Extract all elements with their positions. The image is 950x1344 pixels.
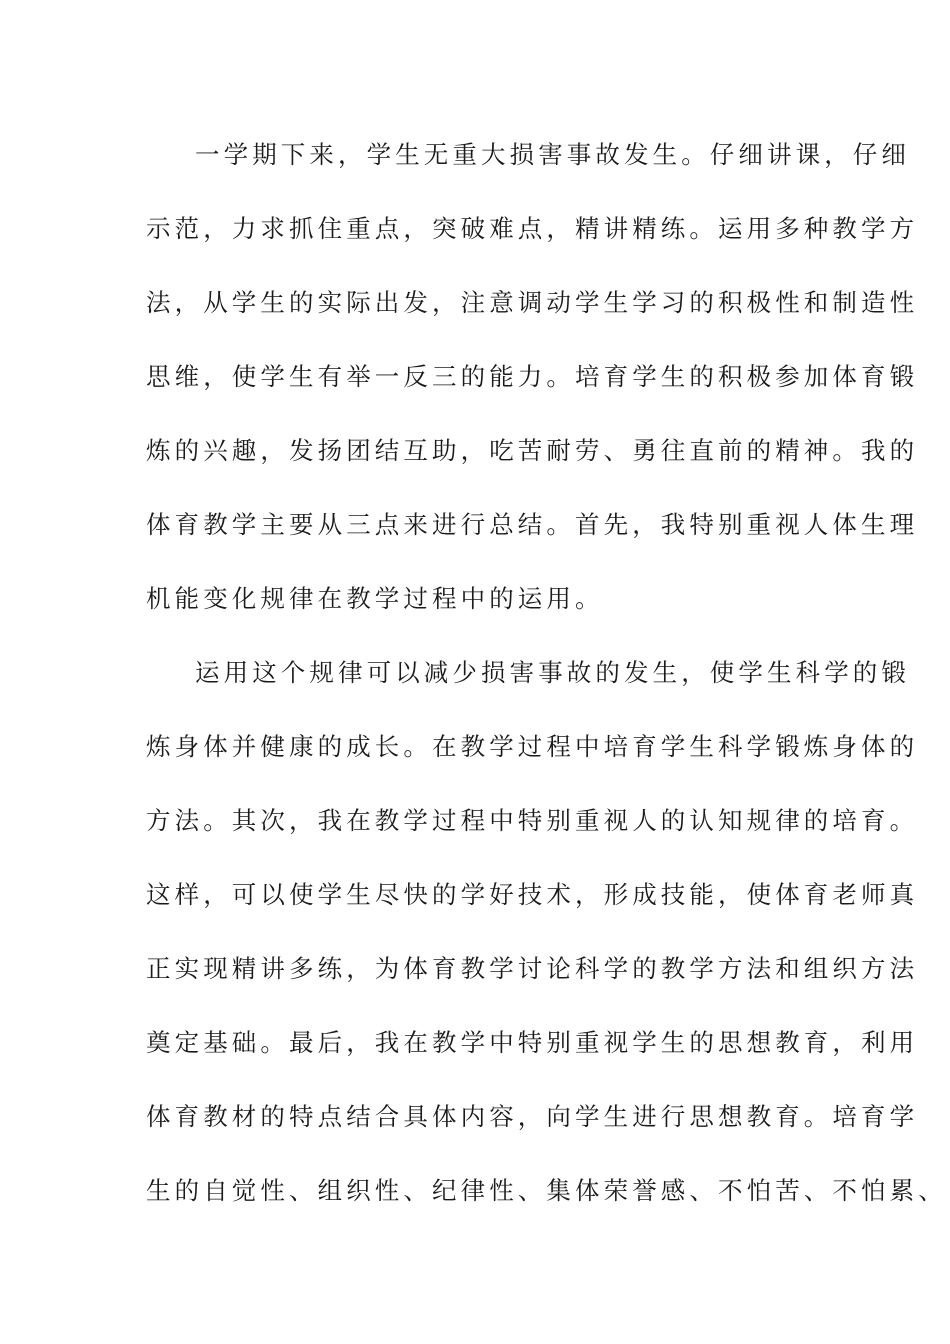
text-line: 体育教学主要从三点来进行总结。首先，我特别重视人体生理: [146, 510, 919, 539]
text-line: 正实现精讲多练，为体育教学讨论科学的教学方法和组织方法: [146, 954, 919, 983]
text-line: 一学期下来，学生无重大损害事故发生。仔细讲课，仔细: [195, 140, 910, 169]
text-line: 炼身体并健康的成长。在教学过程中培育学生科学锻炼身体的: [146, 732, 919, 761]
text-line: 奠定基础。最后，我在教学中特别重视学生的思想教育，利用: [146, 1028, 919, 1057]
paragraph-1: [146, 118, 919, 636]
document-body: [146, 118, 947, 1228]
text-line: 思维，使学生有举一反三的能力。培育学生的积极参加体育锻: [146, 362, 919, 391]
text-line: 方法。其次，我在教学过程中特别重视人的认知规律的培育。: [146, 806, 919, 835]
paragraph-2: [146, 636, 947, 1228]
text-line: 机能变化规律在教学过程中的运用。: [146, 584, 604, 613]
text-line: 法，从学生的实际出发，注意调动学生学习的积极性和制造性: [146, 288, 919, 317]
text-line: 体育教材的特点结合具体内容，向学生进行思想教育。培育学: [146, 1102, 919, 1131]
text-line: 运用这个规律可以减少损害事故的发生，使学生科学的锻: [195, 658, 910, 687]
text-line: 生的自觉性、组织性、纪律性、集体荣誉感、不怕苦、不怕累、: [146, 1176, 947, 1205]
text-line: 炼的兴趣，发扬团结互助，吃苦耐劳、勇往直前的精神。我的: [146, 436, 919, 465]
text-line: 示范，力求抓住重点，突破难点，精讲精练。运用多种教学方: [146, 214, 919, 243]
text-line: 这样，可以使学生尽快的学好技术，形成技能，使体育老师真: [146, 880, 919, 909]
